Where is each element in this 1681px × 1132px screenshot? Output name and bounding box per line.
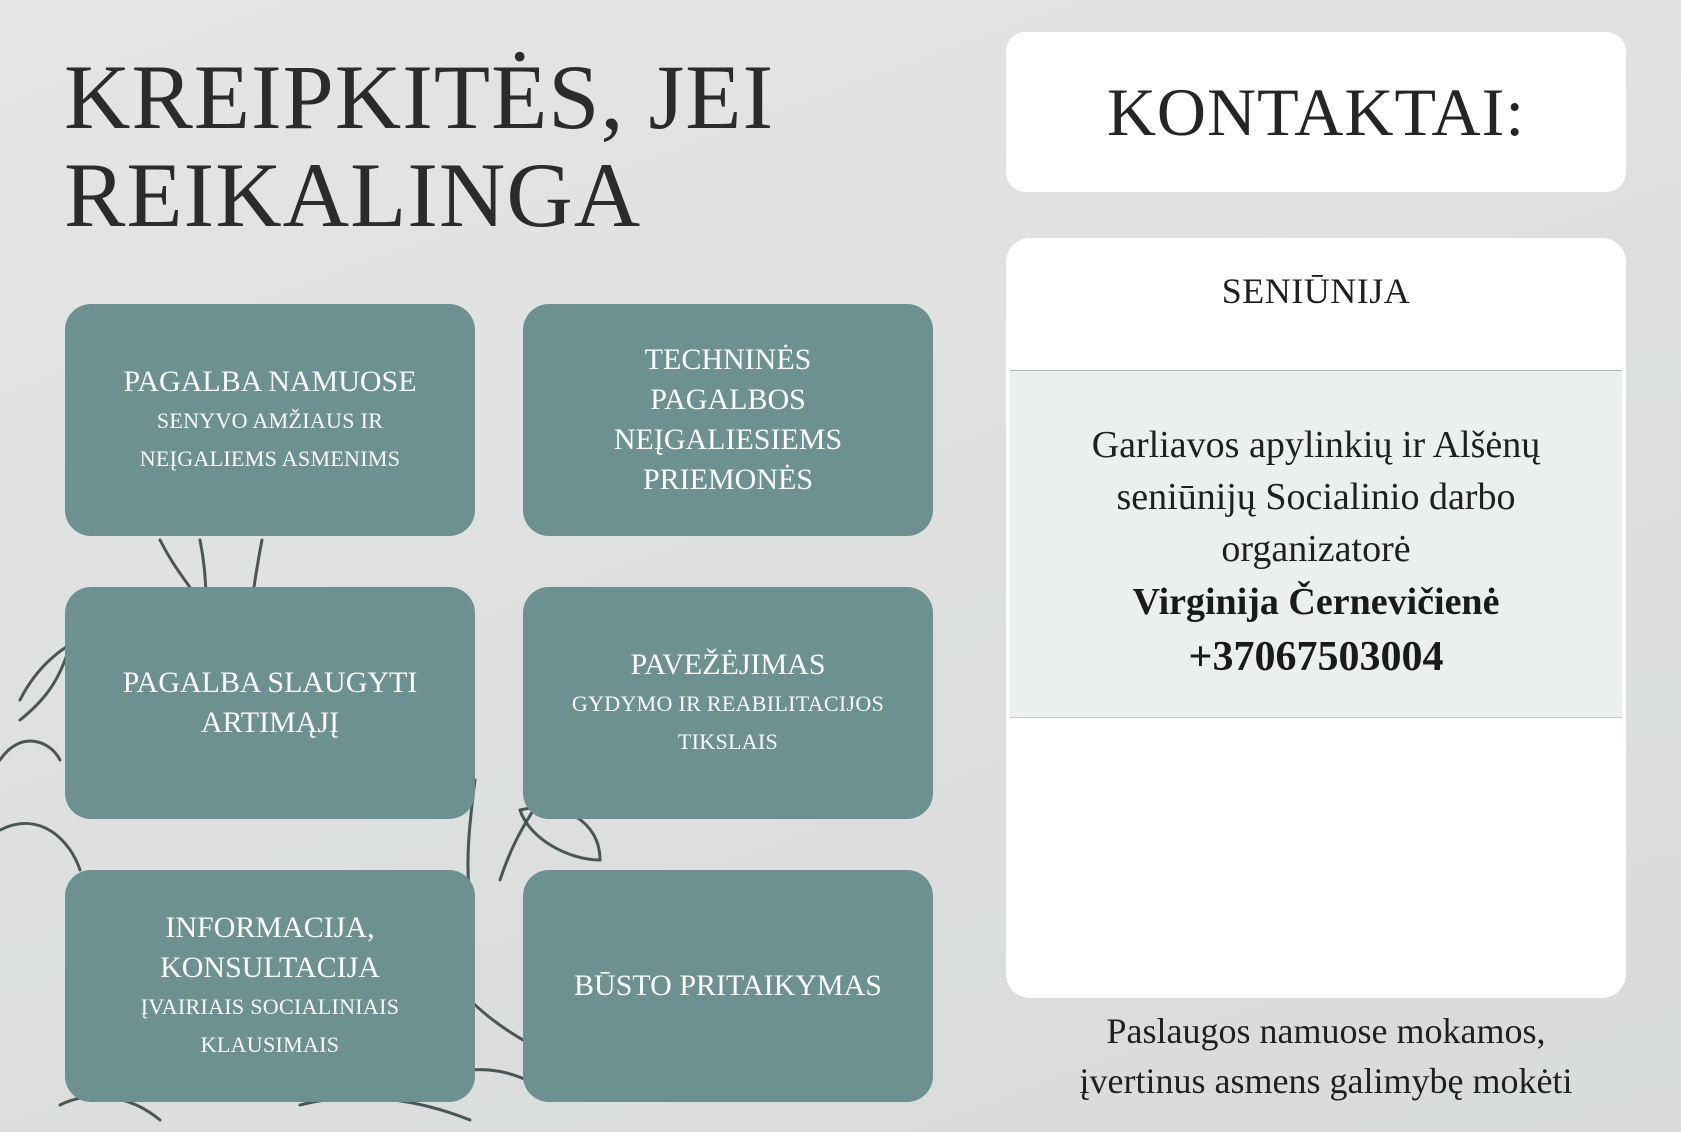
service-tile-care-help [65, 587, 475, 819]
contact-name: Virginija Černevičienė [1132, 581, 1500, 623]
contact-role-line: organizatorė [1221, 528, 1411, 570]
contact-role-line: seniūnijų Socialinio darbo [1116, 476, 1516, 518]
contact-card [1006, 238, 1626, 998]
tile-subtitle-line: SENYVO AMŽIAUS IR [156, 408, 384, 433]
tile-subtitle-line: GYDYMO IR REABILITACIJOS [571, 691, 885, 716]
payment-note [1006, 1006, 1646, 1106]
tile-title-line: KONSULTACIJA [160, 951, 380, 984]
tile-title-line: NEĮGALIESIEMS [613, 423, 843, 456]
tile-title-line: ARTIMĄJĮ [200, 706, 340, 739]
tile-subtitle-line: KLAUSIMAIS [200, 1032, 340, 1057]
contact-card-heading: SENIŪNIJA [1221, 271, 1411, 311]
service-tile-technical-aids [523, 304, 933, 536]
contact-details [1010, 370, 1622, 718]
service-tile-transport [523, 587, 933, 819]
headline [64, 48, 884, 244]
contacts-title: KONTAKTAI: [1006, 32, 1626, 192]
tile-title: PAGALBA NAMUOSE [123, 365, 417, 398]
tile-subtitle-line: ĮVAIRIAIS SOCIALINIAIS [140, 994, 400, 1019]
tile-title-line: PRIEMONĖS [642, 463, 814, 496]
service-tile-home-help [65, 304, 475, 536]
tile-title-line: TECHNINĖS [644, 343, 812, 376]
payment-note-line: įvertinus asmens galimybę mokėti [1079, 1061, 1573, 1101]
contact-phone: +37067503004 [1188, 634, 1444, 680]
tile-title-line: INFORMACIJA, [165, 911, 375, 944]
contact-role-line: Garliavos apylinkių ir Alšėnų [1091, 424, 1541, 466]
tile-title: BŪSTO PRITAIKYMAS [574, 969, 882, 1002]
service-tile-information [65, 870, 475, 1102]
tile-subtitle-line: TIKSLAIS [677, 729, 779, 754]
service-tile-housing-adaptation [523, 870, 933, 1102]
tile-title: PAVEŽĖJIMAS [630, 648, 826, 681]
tile-title-line: PAGALBOS [650, 383, 806, 416]
tile-subtitle-line: NEĮGALIEMS ASMENIMS [139, 446, 401, 471]
payment-note-line: Paslaugos namuose mokamos, [1106, 1011, 1546, 1051]
headline-line-1: KREIPKITĖS, JEI [64, 46, 775, 148]
headline-line-2: REIKALINGA [64, 144, 642, 246]
tile-title-line: PAGALBA SLAUGYTI [122, 666, 418, 699]
